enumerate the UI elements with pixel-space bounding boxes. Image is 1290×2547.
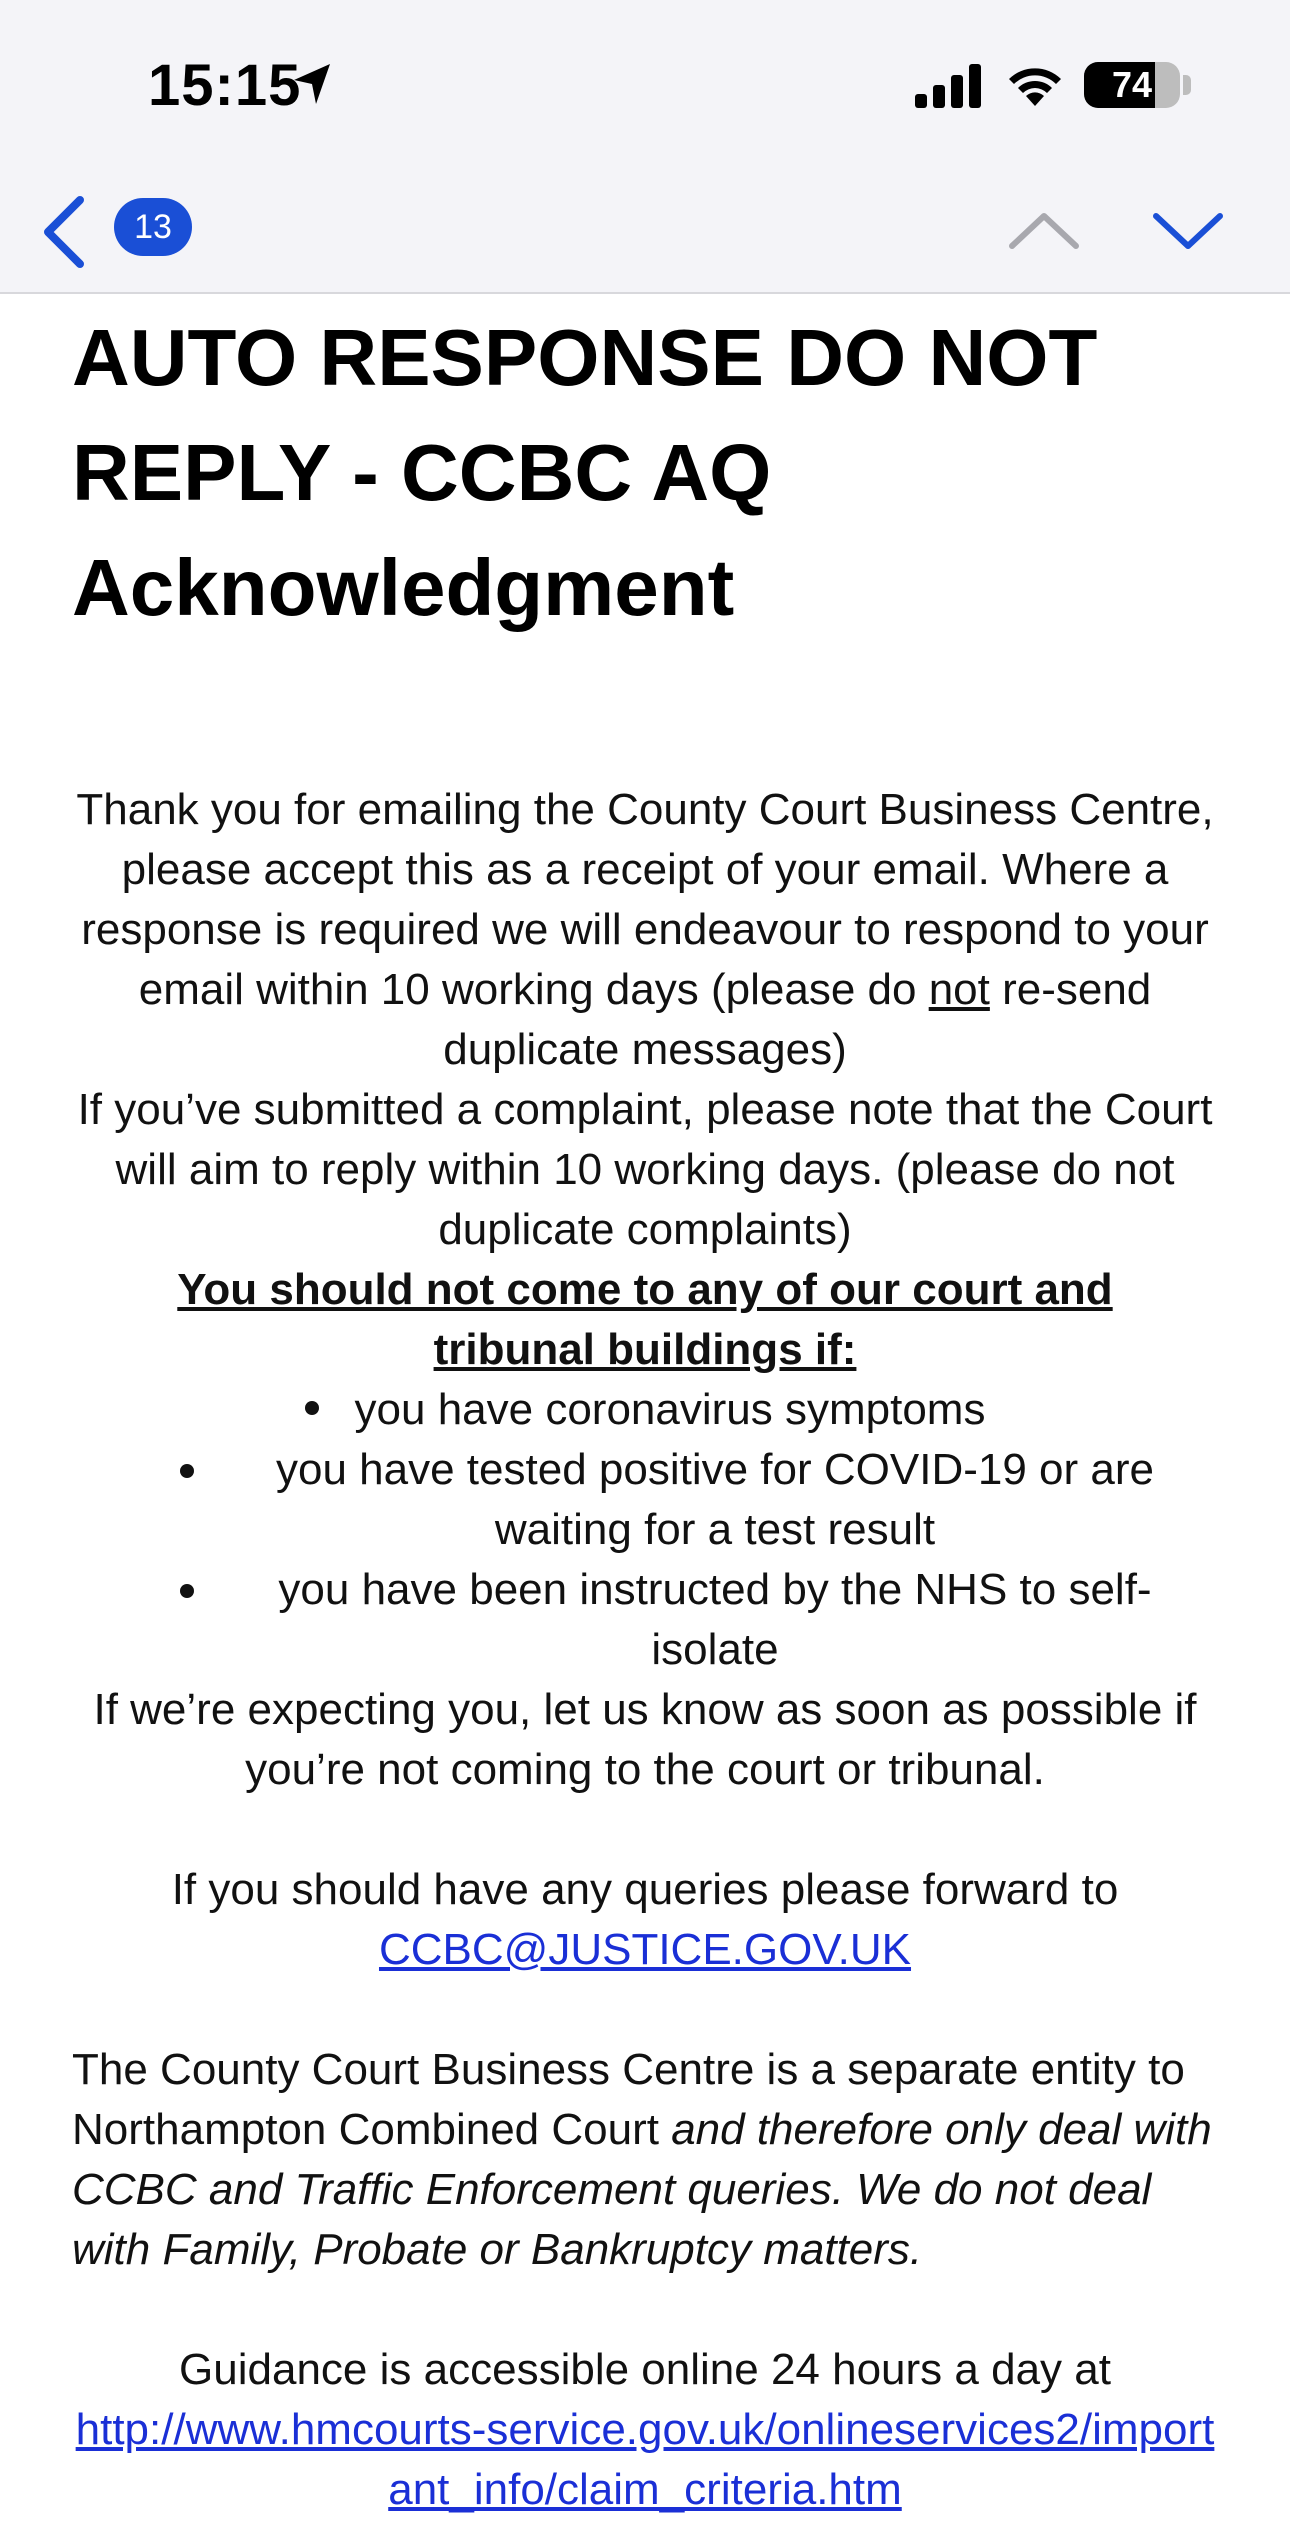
cellular-signal-icon [915,64,983,108]
wifi-icon [1004,60,1066,108]
battery-icon [1084,62,1180,108]
email-subject [72,300,1232,645]
chevron-up-icon[interactable] [1004,200,1084,260]
ack-text-start: Thank you for emailing the County Court Business Centre, please accept this as a receipt of your email. Where a response is required we will endeavour to respond to your email within 10 working days (please do [76,785,1214,1014]
queries-paragraph [72,1860,1218,1980]
guidance-text: Guidance is accessible online 24 hours a day at [179,2345,1111,2394]
battery-percentage: 74 [1111,64,1153,105]
spacer [72,1800,1218,1860]
subject-line-2: REPLY - CCBC AQ [72,428,772,517]
separate-entity-italic-text: and therefore only deal with CCBC and Traffic Enforcement queries. We do not deal with Family, Probate or Bankruptcy matters. [72,2105,1212,2274]
expecting-paragraph: If we’re expecting you, let us know as soon as possible if you’re not coming to the court or tribunal. [93,1685,1197,1794]
bullet-text: you have coronavirus symptoms [354,1385,986,1434]
status-time: 15:15 [148,53,302,118]
battery-cap [1183,75,1191,95]
ack-text-end: re-send duplicate messages) [443,965,1152,1074]
list-item [72,1560,1218,1680]
list-item [72,1380,1218,1440]
list-item [72,1440,1218,1560]
bullet-icon [305,1401,319,1415]
queries-text: If you should have any queries please forward to [171,1865,1119,1914]
ack-text-underlined: not [928,965,990,1014]
bullet-icon [180,1464,194,1478]
subject-line-1: AUTO RESPONSE DO NOT [72,313,1098,402]
guidance-paragraph [72,2340,1218,2520]
chevron-down-icon[interactable] [1148,200,1228,260]
email-body [72,780,1218,2520]
separate-entity-paragraph [72,2040,1218,2280]
covid-bullet-list [72,1380,1218,1680]
chevron-left-icon[interactable] [30,192,110,272]
guidance-link[interactable]: http://www.hmcourts-service.gov.uk/onlineservices2/important_info/claim_criteria.htm [75,2405,1215,2514]
acknowledgement-paragraph [72,780,1218,1080]
unread-count-badge[interactable]: 13 [114,198,192,256]
subject-line-3: Acknowledgment [72,543,735,632]
separate-entity-text: The County Court Business Centre is a separate entity to Northampton Combined Court [72,2045,1185,2154]
bullet-text: you have tested positive for COVID-19 or are waiting for a test result [276,1445,1154,1554]
status-bar [0,0,1290,170]
bullet-icon [180,1584,194,1598]
mail-nav-bar [0,170,1290,294]
location-arrow-icon [290,60,334,108]
bullet-text: you have been instructed by the NHS to self-isolate [278,1565,1152,1674]
complaint-paragraph: If you’ve submitted a complaint, please note that the Court will aim to reply within 10 working days. (please do not duplicate complaints) [77,1085,1213,1254]
ccbc-email-link[interactable]: CCBC@JUSTICE.GOV.UK [378,1925,912,1974]
covid-warning-heading: You should not come to any of our court and tribunal buildings if: [177,1265,1113,1374]
spacer [72,1980,1218,2040]
spacer [72,2280,1218,2340]
